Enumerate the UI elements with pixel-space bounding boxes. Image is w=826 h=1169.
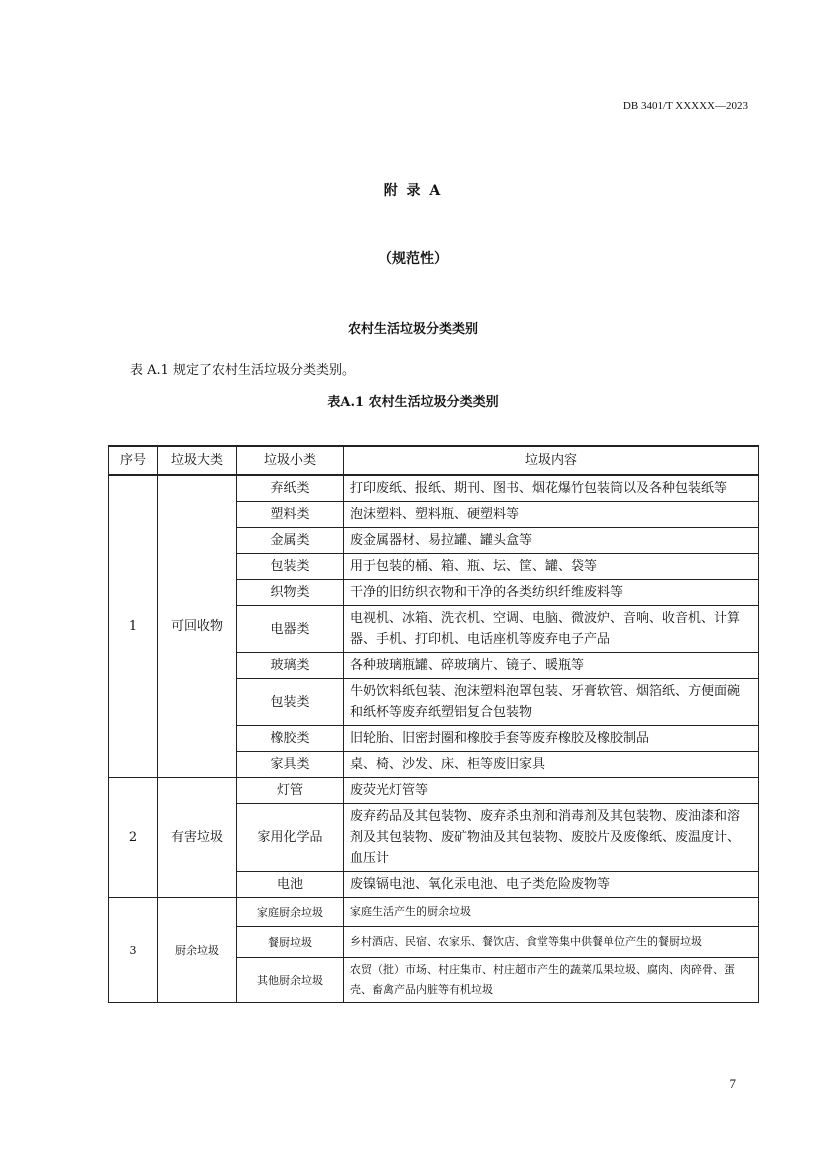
- content: 家庭生活产生的厨余垃圾: [344, 898, 759, 927]
- content: 打印废纸、报纸、期刊、图书、烟花爆竹包装筒以及各种包装纸等: [344, 475, 759, 502]
- table-row: [109, 778, 759, 804]
- content: 旧轮胎、旧密封圈和橡胶手套等废弃橡胶及橡胶制品: [344, 726, 759, 752]
- subcategory: 餐厨垃圾: [237, 927, 344, 958]
- content: 各种玻璃瓶罐、碎玻璃片、镜子、暖瓶等: [344, 653, 759, 679]
- document-id: DB 3401/T XXXXX—2023: [622, 100, 748, 112]
- content: 泡沫塑料、塑料瓶、硬塑料等: [344, 502, 759, 528]
- header-no: 序号: [109, 446, 158, 475]
- content: 农贸（批）市场、村庄集市、村庄超市产生的蔬菜瓜果垃圾、腐肉、肉碎骨、蛋壳、畜禽产品内脏等有机垃圾: [344, 958, 759, 1003]
- group-category: 可回收物: [158, 475, 237, 778]
- content: 干净的旧纺织衣物和干净的各类纺织纤维废料等: [344, 580, 759, 606]
- subcategory: 织物类: [237, 580, 344, 606]
- subcategory: 其他厨余垃圾: [237, 958, 344, 1003]
- subcategory: 家具类: [237, 752, 344, 778]
- content: 用于包装的桶、箱、瓶、坛、筐、罐、袋等: [344, 554, 759, 580]
- classification-table: [108, 445, 759, 1003]
- content: 电视机、冰箱、洗衣机、空调、电脑、微波炉、音响、收音机、计算器、手机、打印机、电话座机等废弃电子产品: [344, 606, 759, 653]
- group-category: 厨余垃圾: [158, 898, 237, 1003]
- section-title: 农村生活垃圾分类类别: [347, 322, 478, 337]
- subcategory: 包装类: [237, 554, 344, 580]
- subcategory: 橡胶类: [237, 726, 344, 752]
- group-number: 2: [109, 778, 158, 898]
- table-header-row: [109, 446, 759, 475]
- table-caption: 表A.1 农村生活垃圾分类类别: [327, 395, 499, 410]
- subcategory: 弃纸类: [237, 475, 344, 502]
- subcategory: 灯管: [237, 778, 344, 804]
- content: 乡村酒店、民宿、农家乐、餐饮店、食堂等集中供餐单位产生的餐厨垃圾: [344, 927, 759, 958]
- header-content: 垃圾内容: [344, 446, 759, 475]
- subcategory: 家用化学品: [237, 804, 344, 872]
- subcategory: 家庭厨余垃圾: [237, 898, 344, 927]
- normative-label: （规范性）: [378, 251, 448, 267]
- content: 废金属器材、易拉罐、罐头盒等: [344, 528, 759, 554]
- group-number: 1: [109, 475, 158, 778]
- subcategory: 金属类: [237, 528, 344, 554]
- subcategory: 包装类: [237, 679, 344, 726]
- intro-paragraph: 表 A.1 规定了农村生活垃圾分类类别。: [130, 363, 356, 378]
- header-subcategory: 垃圾小类: [237, 446, 344, 475]
- content: 废荧光灯管等: [344, 778, 759, 804]
- table-row: [109, 475, 759, 502]
- appendix-title: 附 录 A: [383, 183, 443, 199]
- header-category: 垃圾大类: [158, 446, 237, 475]
- content: 废弃药品及其包装物、废弃杀虫剂和消毒剂及其包装物、废油漆和溶剂及其包装物、废矿物油及其包装物、废胶片及废像纸、废温度计、血压计: [344, 804, 759, 872]
- subcategory: 玻璃类: [237, 653, 344, 679]
- group-category: 有害垃圾: [158, 778, 237, 898]
- subcategory: 塑料类: [237, 502, 344, 528]
- content: 桌、椅、沙发、床、柜等废旧家具: [344, 752, 759, 778]
- table-row: [109, 898, 759, 927]
- subcategory: 电池: [237, 872, 344, 898]
- group-number: 3: [109, 898, 158, 1003]
- content: 废镍镉电池、氧化汞电池、电子类危险废物等: [344, 872, 759, 898]
- content: 牛奶饮料纸包装、泡沫塑料泡罩包装、牙膏软管、烟箔纸、方便面碗和纸杯等废弃纸塑铝复合包装物: [344, 679, 759, 726]
- subcategory: 电器类: [237, 606, 344, 653]
- page-number: 7: [729, 1076, 736, 1091]
